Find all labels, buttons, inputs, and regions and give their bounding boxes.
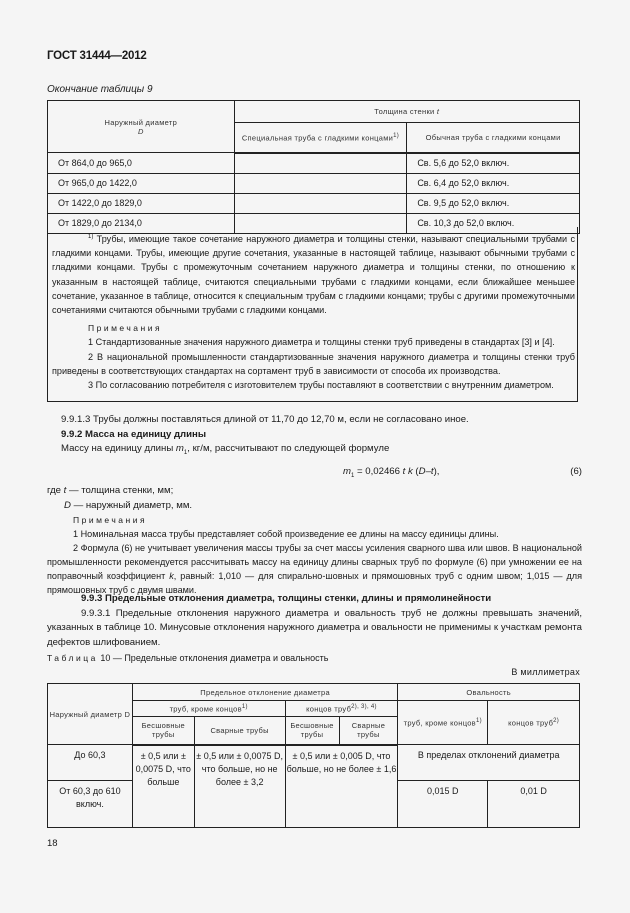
section-9931: 9.9.3.1 Предельные отклонения наружного диаметра и овальность труб не должны превышать значений, указанных в таблице 10. Минусовые отклонения наружного диаметра и овальности не применимы к участкам ремонта дефектов шлифованием.	[47, 607, 582, 648]
note-item: 1 Стандартизованные значения наружного диаметра и толщины стенки труб приведены в стандартах [3] и [4].	[88, 337, 555, 348]
col-ov-except-ends: труб, кроме концов$^{1)}$	[398, 701, 488, 745]
notes-title: Примечания	[73, 515, 148, 525]
table10-caption: Таблица 10 — Предельные отклонения диаметра и овальность	[47, 653, 329, 663]
table9-footnote: $^{1)}$ Трубы, имеющие такое сочетание наружного диаметра и толщины стенки, называют специальными трубами с гладкими концами. Трубы, имеющие другие сочетания, указанные в настоящей таблице, называют обычными трубами с гладкими концами. Трубы с промежуточным сочетанием наружного диаметра и толщины стенки, по отношению к указанным в настоящей таблице, считаются специальными трубами с гладкими концами, если ближайшее меньшее сочетание, указанное в таблице, относится к специальным трубам с гладкими концами; трубы с другими промежуточными сочетаниями считаются обычными трубами с гладкими концами.	[52, 234, 576, 316]
table-10	[47, 683, 580, 828]
col-ovality: Овальность	[398, 684, 580, 701]
table-row: От 60,3 до 610 включ. 0,015 D 0,01 D	[48, 781, 580, 828]
table-row: До 60,3 ± 0,5 или ± 0,0075 D, что больше ± 0,5 или ± 0,0075 D, что больше, но не более ± 3,2 ± 0,5 или ± 0,005 D, что больше, но не более ± 1,6 В пределах отклонений диаметра	[48, 745, 580, 781]
table9-caption: Окончание таблицы 9	[47, 84, 153, 95]
note-item: 2 В национальной промышленности стандартизованные значения наружного диаметра и толщины стенки труб приведены в соответствующих стандартах на сортамент труб в зависимости от способа их производства.	[52, 351, 575, 376]
note-item: 1 Номинальная масса трубы представляет собой произведение ее длины на массу единицы длины.	[73, 529, 499, 539]
section-993-title: 9.9.3 Предельные отклонения диаметра, толщины стенки, длины и прямолинейности	[81, 593, 492, 604]
note-item: 2 Формула (6) не учитывает увеличения массы трубы за счет массы усиления сварного шва или швов. В национальной промышленности рекомендуется рассчитывать массу на единицу длины сварных труб по формуле (6) при умножении ее на поправочный коэффициент k, равный: 1,010 — для спирально-шовных и прямошовных труб с одним швом; 1,015 — для прямошовных труб с двумя швами.	[47, 543, 582, 595]
col-ends-seamless: Бесшовные трубы	[285, 717, 339, 745]
section-993-block	[47, 592, 582, 650]
section-992-block	[47, 413, 582, 513]
table-row: От 1829,0 до 2134,0 Св. 10,3 до 52,0 включ.	[48, 213, 580, 233]
page-number: 18	[47, 838, 58, 849]
formula-6: $m_1 = 0,02466$ t k (D–t), (6)	[47, 460, 582, 484]
col-outer-diameter: Наружный диаметр D	[48, 684, 133, 745]
section-992-title: 9.9.2 Масса на единицу длины	[61, 428, 207, 440]
document-header: ГОСТ 31444—2012	[47, 50, 147, 62]
where-D: D — наружный диаметр, мм.	[64, 499, 193, 511]
ovality-body: 0,015 D	[398, 781, 488, 828]
where-t: где t — толщина стенки, мм;	[47, 485, 174, 497]
table-row: От 965,0 до 1422,0 Св. 6,4 до 52,0 включ.	[48, 173, 580, 193]
section-9913: 9.9.1.3 Трубы должны поставляться длиной от 11,70 до 12,70 м, если не согласовано иное.	[61, 414, 469, 425]
table9-notes	[47, 227, 578, 402]
col-pipes-except-ends: труб, кроме концов$^{1)}$	[132, 701, 285, 717]
col-welded: Сварные трубы	[194, 717, 285, 745]
col-wall-thickness: Толщина стенки t	[234, 101, 579, 123]
ends-deviation: ± 0,5 или ± 0,005 D, что больше, но не более ± 1,6	[285, 745, 398, 828]
section-992-notes	[47, 513, 582, 597]
col-special-pipe: Специальная труба с гладкими концами$^{1)}$	[234, 123, 407, 153]
table-row: От 1422,0 до 1829,0 Св. 9,5 до 52,0 включ.	[48, 193, 580, 213]
ovality-ends: 0,01 D	[488, 781, 580, 828]
section-992-intro: Массу на единицу длины $m_1$, кг/м, рассчитывают по следующей формуле	[61, 443, 390, 456]
col-diameter-deviation: Предельное отклонение диаметра	[132, 684, 398, 701]
ovality-row1: В пределах отклонений диаметра	[398, 745, 580, 781]
col-ov-ends: концов труб$^{2)}$	[488, 701, 580, 745]
welded-deviation: ± 0,5 или ± 0,0075 D, что больше, но не более ± 3,2	[194, 745, 285, 828]
col-seamless: Бесшовные трубы	[132, 717, 194, 745]
note-item: 3 По согласованию потребителя с изготовителем трубы поставляют в соответствии с внутренним диаметром.	[88, 380, 554, 391]
col-ends-welded: Сварные трубы	[339, 717, 398, 745]
notes-title: Примечания	[88, 323, 163, 334]
table-row: От 864,0 до 965,0 Св. 5,6 до 52,0 включ.	[48, 153, 580, 174]
table10-units: В миллиметрах	[511, 667, 580, 677]
seamless-deviation: ± 0,5 или ± 0,0075 D, что больше	[132, 745, 194, 828]
col-regular-pipe: Обычная труба с гладкими концами	[407, 123, 580, 153]
col-pipe-ends: концов труб$^{2), 3), 4)}$	[285, 701, 398, 717]
table-9	[47, 100, 580, 234]
formula-number: (6)	[570, 466, 582, 478]
col-outer-diameter: Наружный диаметр D	[48, 101, 235, 153]
